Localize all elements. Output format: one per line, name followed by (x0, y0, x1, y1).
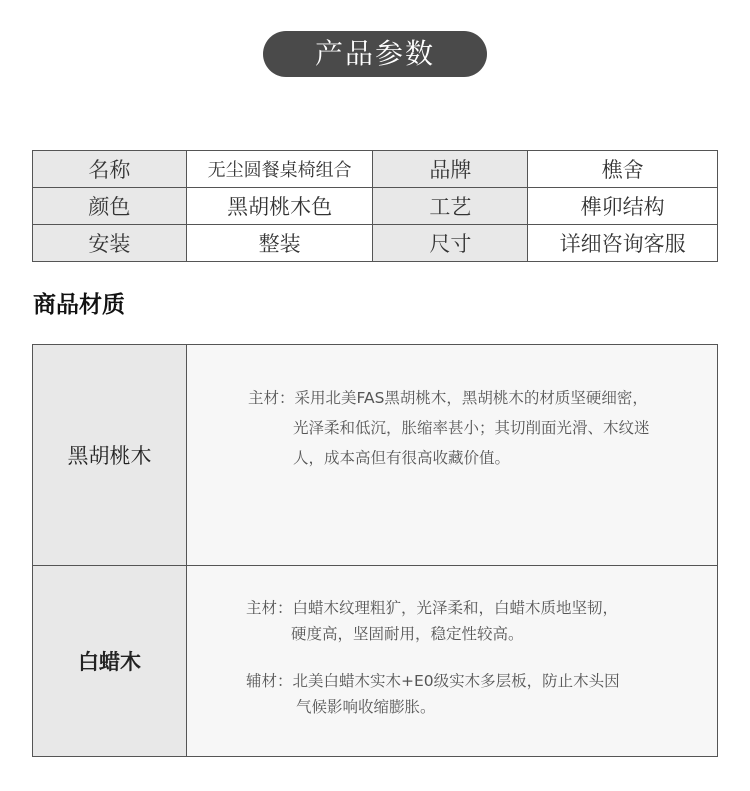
walnut-desc-line: 人，成本高但有很高收藏价值。 (293, 449, 511, 467)
param-label-name: 名称 (33, 151, 187, 188)
param-label-size: 尺寸 (373, 225, 528, 262)
param-label-install: 安装 (33, 225, 187, 262)
ash-primary-line: 主材：白蜡木纹理粗犷，光泽柔和，白蜡木质地坚韧， (246, 599, 619, 617)
param-value-color: 黑胡桃木色 (186, 188, 373, 225)
param-value-craft: 榫卯结构 (528, 188, 718, 225)
param-value-install: 整装 (186, 225, 373, 262)
ash-secondary-line: 辅材：北美白蜡木实木+E0级实木多层板，防止木头因 (246, 672, 620, 690)
param-label-color: 颜色 (33, 188, 187, 225)
ash-secondary-line: 气候影响收缩膨胀。 (296, 698, 436, 716)
materials-section-title: 商品材质 (33, 292, 125, 318)
material-name-walnut: 黑胡桃木 (33, 345, 187, 566)
walnut-desc-line: 主材：采用北美FAS黑胡桃木，黑胡桃木的材质坚硬细密， (248, 389, 648, 407)
ash-primary-line: 硬度高，坚固耐用，稳定性较高。 (291, 625, 524, 643)
params-table (32, 150, 718, 262)
section-header-title: 产品参数 (314, 37, 435, 70)
table-row (33, 151, 718, 188)
table-row (33, 566, 718, 757)
material-desc-ash (187, 566, 718, 757)
param-value-size: 详细咨询客服 (528, 225, 718, 262)
param-value-name: 无尘圆餐桌椅组合 (186, 151, 373, 188)
table-row (33, 345, 718, 566)
material-name-ash: 白蜡木 (33, 566, 187, 757)
materials-table (32, 344, 718, 757)
table-row (33, 188, 718, 225)
material-desc-walnut (187, 345, 718, 566)
section-header-pill (263, 31, 487, 77)
param-label-craft: 工艺 (373, 188, 528, 225)
param-value-brand: 樵舍 (528, 151, 718, 188)
walnut-desc-line: 光泽柔和低沉，胀缩率甚小；其切削面光滑、木纹迷 (293, 419, 650, 437)
table-row (33, 225, 718, 262)
param-label-brand: 品牌 (373, 151, 528, 188)
